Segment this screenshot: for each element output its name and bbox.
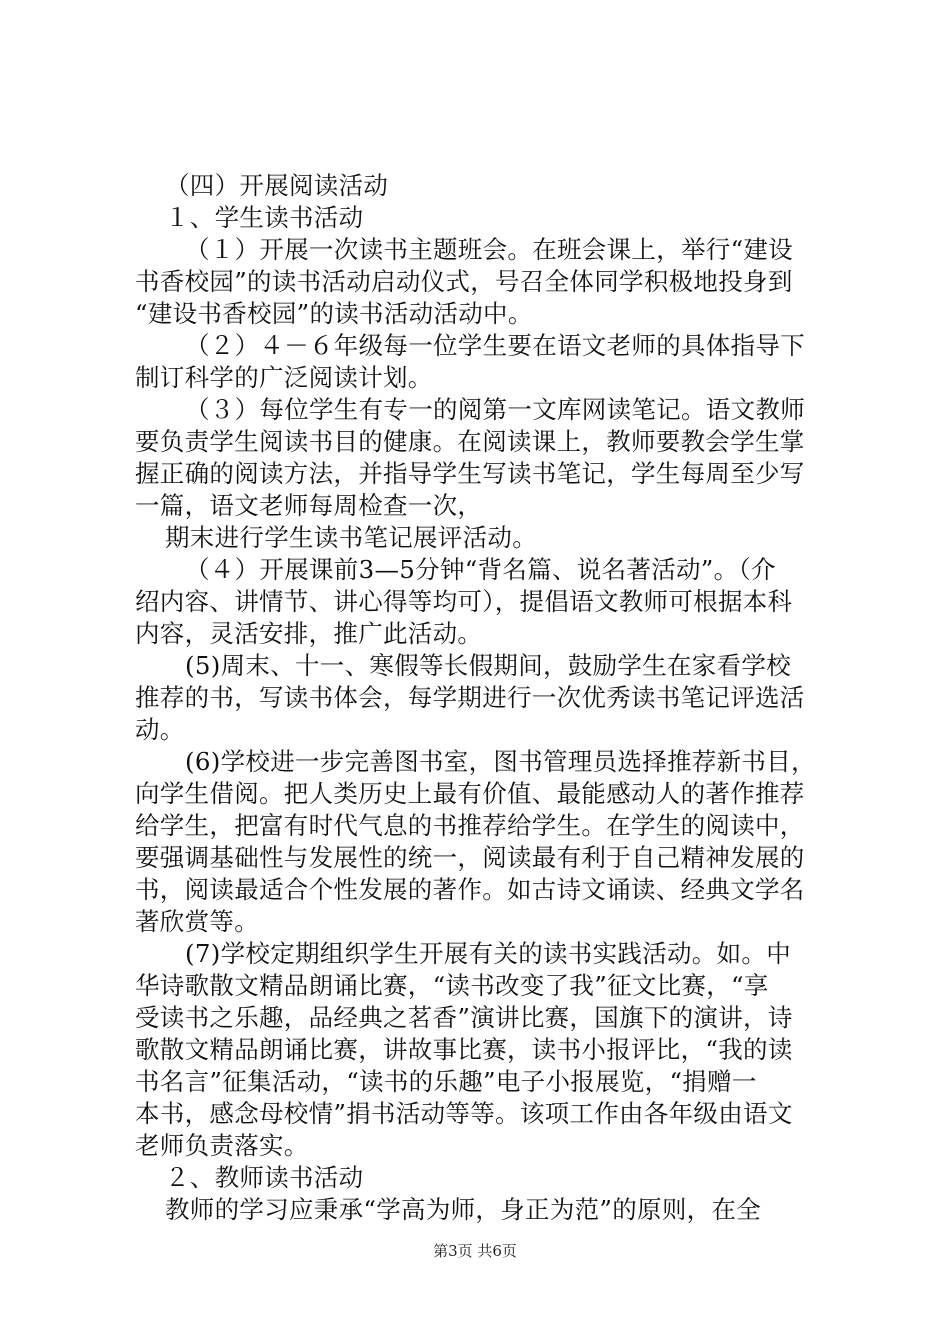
subsection-heading: ２、教师读书活动: [165, 1163, 364, 1192]
paragraph-line: （４）开展课前3—5分钟“背名篇、说名著活动”。（介: [185, 555, 776, 584]
paragraph-line: 内容，灵活安排，推广此活动。: [135, 619, 483, 648]
section-heading: （四）开展阅读活动: [165, 171, 389, 200]
paragraph-line: (7)学校定期组织学生开展有关的读书实践活动。如。中: [185, 939, 792, 968]
paragraph-line: (5)周末、十一、寒假等长假期间，鼓励学生在家看学校: [185, 651, 792, 680]
paragraph-line: 书香校园”的读书活动启动仪式，号召全体同学积极地投身到: [135, 267, 793, 296]
paragraph-line: 老师负责落实。: [135, 1131, 309, 1160]
paragraph-line: 制订科学的广泛阅读计划。: [135, 363, 433, 392]
subsection-heading: １、学生读书活动: [165, 203, 364, 232]
paragraph-line: 推荐的书，写读书体会，每学期进行一次优秀读书笔记评选活: [135, 683, 805, 712]
paragraph-line: 一篇，语文老师每周检查一次，: [135, 491, 483, 520]
paragraph-line: 受读书之乐趣，品经典之茗香”演讲比赛，国旗下的演讲，诗: [135, 1003, 793, 1032]
paragraph-line: 期末进行学生读书笔记展评活动。: [165, 523, 537, 552]
paragraph-line: 华诗歌散文精品朗诵比赛，“读书改变了我”征文比赛，“享: [135, 971, 769, 1000]
paragraph-line: 绍内容、讲情节、讲心得等均可），提倡语文教师可根据本科: [135, 587, 793, 616]
paragraph-line: 向学生借阅。把人类历史上最有价值、最能感动人的著作推荐: [135, 779, 805, 808]
paragraph-line: 要强调基础性与发展性的统一，阅读最有利于自己精神发展的: [135, 843, 805, 872]
paragraph-line: 动。: [135, 715, 185, 744]
paragraph-line: 给学生，把富有时代气息的书推荐给学生。在学生的阅读中，: [135, 811, 805, 840]
paragraph-line: “建设书香校园”的读书活动活动中。: [135, 299, 533, 328]
paragraph-line: （２）４－６年级每一位学生要在语文老师的具体指导下: [185, 331, 805, 360]
paragraph-line: 要负责学生阅读书目的健康。在阅读课上，教师要教会学生掌: [135, 427, 805, 456]
paragraph-line: (6)学校进一步完善图书室，图书管理员选择推荐新书目，: [185, 747, 816, 776]
document-body: [135, 170, 835, 1226]
page-number-footer: 第3页 共6页: [433, 1242, 517, 1260]
paragraph-line: 书名言”征集活动，“读书的乐趣”电子小报展览，“捐赠一: [135, 1067, 757, 1096]
paragraph-line: 教师的学习应秉承“学高为师，身正为范”的原则，在全: [165, 1195, 762, 1224]
paragraph-line: 握正确的阅读方法，并指导学生写读书笔记，学生每周至少写: [135, 459, 805, 488]
paragraph-line: 本书，感念母校情”捐书活动等等。该项工作由各年级由语文: [135, 1099, 793, 1128]
paragraph-line: （１）开展一次读书主题班会。在班会课上，举行“建设: [185, 235, 794, 264]
paragraph-line: 书，阅读最适合个性发展的著作。如古诗文诵读、经典文学名: [135, 875, 805, 904]
paragraph-line: 歌散文精品朗诵比赛，讲故事比赛，读书小报评比，“我的读: [135, 1035, 793, 1064]
paragraph-line: （３）每位学生有专一的阅第一文库网读笔记。语文教师: [185, 395, 805, 424]
paragraph-line: 著欣赏等。: [135, 907, 259, 936]
